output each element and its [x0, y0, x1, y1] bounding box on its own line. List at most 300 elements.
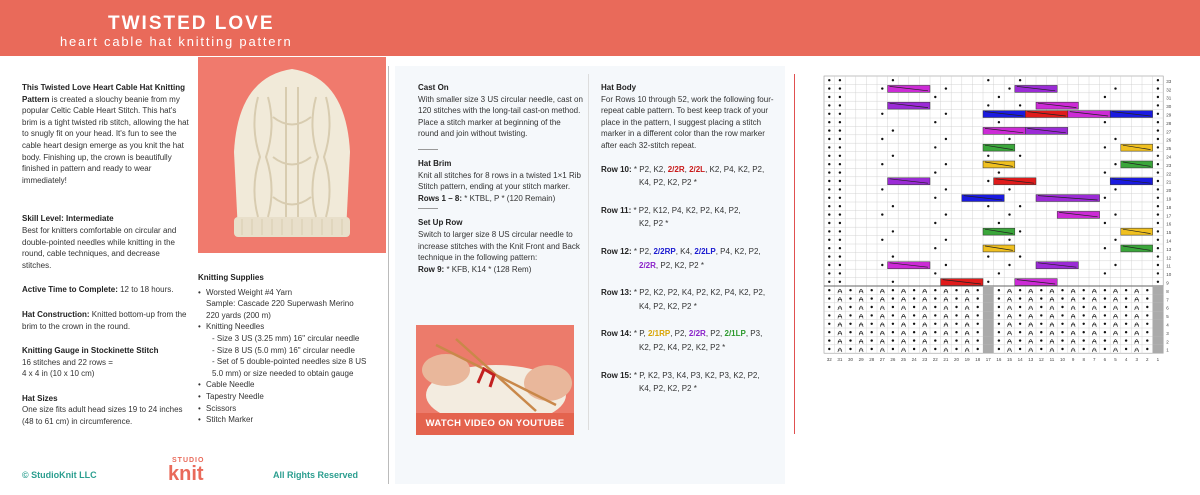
purl-stitch	[945, 113, 947, 115]
copyright-text: © StudioKnit LLC	[22, 470, 97, 480]
purl-stitch	[998, 339, 1000, 341]
purl-stitch	[1040, 348, 1042, 350]
no-stitch	[983, 336, 994, 344]
purl-stitch	[871, 297, 873, 299]
purl-stitch	[1114, 163, 1116, 165]
chart-row-label: 26	[1166, 137, 1172, 143]
chart-row-label: 21	[1166, 179, 1172, 185]
chart-col-label: 29	[858, 357, 864, 363]
purl-stitch	[987, 281, 989, 283]
no-stitch	[983, 294, 994, 302]
video-label: WATCH VIDEO ON YOUTUBE	[416, 413, 574, 435]
purl-stitch	[849, 339, 851, 341]
purl-stitch	[828, 171, 830, 173]
purl-stitch	[913, 314, 915, 316]
purl-stitch	[987, 155, 989, 157]
purl-stitch	[977, 339, 979, 341]
purl-stitch	[1157, 138, 1159, 140]
no-stitch	[1153, 328, 1164, 336]
purl-stitch	[839, 230, 841, 232]
no-stitch	[983, 286, 994, 294]
purl-stitch	[828, 113, 830, 115]
chart-row-label: 22	[1166, 171, 1172, 177]
purl-stitch	[998, 222, 1000, 224]
row-11: Row 11: * P2, K12, P4, K2, P2, K4, P2, K2, P2 *	[601, 205, 741, 229]
chart-col-label: 20	[953, 357, 960, 363]
purl-stitch	[892, 155, 894, 157]
no-stitch	[1153, 336, 1164, 344]
purl-stitch	[1061, 339, 1063, 341]
purl-stitch	[839, 171, 841, 173]
chart-col-label: 9	[1071, 357, 1075, 363]
purl-stitch	[987, 104, 989, 106]
chart-col-label: 21	[943, 357, 949, 363]
no-stitch	[983, 320, 994, 328]
purl-stitch	[839, 255, 841, 257]
purl-stitch	[1157, 247, 1159, 249]
chart-col-label: 6	[1103, 357, 1107, 363]
purl-stitch	[1157, 239, 1159, 241]
purl-stitch	[945, 264, 947, 266]
purl-stitch	[1104, 272, 1106, 274]
purl-stitch	[1040, 323, 1042, 325]
row-10: Row 10: * P2, K2, 2/2R, 2/2L, K2, P4, K2, P2, K4, P2, K2, P2 *	[601, 164, 765, 188]
purl-stitch	[998, 121, 1000, 123]
instructions-column	[418, 82, 583, 275]
chart-row-label: 18	[1166, 204, 1172, 210]
chart-row-label: 30	[1166, 104, 1172, 110]
hat-sizes: Hat Sizes One size fits adult head sizes 19 to 24 inches (48 to 61 cm) in circumference.	[22, 393, 183, 427]
purl-stitch	[1125, 331, 1127, 333]
purl-stitch	[998, 289, 1000, 291]
chart-col-label: 22	[932, 357, 938, 363]
no-stitch	[1153, 303, 1164, 311]
purl-stitch	[828, 289, 830, 291]
purl-stitch	[934, 314, 936, 316]
purl-stitch	[1104, 121, 1106, 123]
purl-stitch	[1114, 264, 1116, 266]
chart-col-label: 28	[869, 357, 875, 363]
chart-row-label: 28	[1166, 120, 1172, 126]
purl-stitch	[955, 289, 957, 291]
chart-col-label: 30	[847, 357, 854, 363]
setup-text: Switch to larger size 8 US circular needle to increase stitches with the Knit Front and Back technique in the following pattern:	[418, 229, 580, 263]
supplies-section	[198, 272, 388, 426]
gauge: Knitting Gauge in Stockinette Stitch 16 stitches and 22 rows = 4 x 4 in (10 x 10 cm)	[22, 346, 159, 379]
purl-stitch	[1146, 331, 1148, 333]
purl-stitch	[828, 323, 830, 325]
purl-stitch	[871, 314, 873, 316]
body-heading: Hat Body	[601, 83, 637, 92]
intro-paragraph: This Twisted Love Heart Cable Hat Knitting Pattern is created a slouchy beanie from my popular Celtic Cable Heart Stitch. This hat's brim is a tight twisted rib stitch, allowing the hat to snugly fit on your head. It's fun to see the cable heart design emerge as you knit the hat body. Finishing up, the crown is beautifully finished in pattern and ready to wear immediately!	[22, 83, 189, 185]
studioknit-logo: STUDIO knit	[168, 457, 205, 486]
purl-stitch	[934, 96, 936, 98]
purl-stitch	[955, 306, 957, 308]
chart-col-label: 18	[975, 357, 981, 363]
no-stitch	[1153, 286, 1164, 294]
intro-column	[22, 82, 190, 437]
hat-body-column	[601, 82, 781, 411]
chart-col-label: 24	[911, 357, 917, 363]
purl-stitch	[1157, 205, 1159, 207]
purl-stitch	[1104, 297, 1106, 299]
purl-stitch	[828, 331, 830, 333]
purl-stitch	[839, 197, 841, 199]
purl-stitch	[892, 255, 894, 257]
purl-stitch	[977, 306, 979, 308]
chart-col-label: 31	[837, 357, 843, 363]
purl-stitch	[828, 146, 830, 148]
purl-stitch	[934, 348, 936, 350]
supply-item: • Knitting Needles	[198, 321, 388, 333]
purl-stitch	[839, 163, 841, 165]
chart-row-label: 14	[1166, 238, 1172, 244]
chart-row-label: 10	[1166, 272, 1172, 278]
purl-stitch	[828, 87, 830, 89]
purl-stitch	[828, 314, 830, 316]
row-14: Row 14: * P, 2/1RP, P2, 2/2R, P2, 2/1LP, P3, K2, P2, K4, P2, K2, P2 *	[601, 329, 763, 352]
purl-stitch	[871, 348, 873, 350]
purl-stitch	[839, 264, 841, 266]
supply-item: • Scissors	[198, 403, 388, 415]
purl-stitch	[1157, 87, 1159, 89]
purl-stitch	[1104, 289, 1106, 291]
purl-stitch	[998, 171, 1000, 173]
purl-stitch	[1061, 323, 1063, 325]
purl-stitch	[881, 113, 883, 115]
purl-stitch	[1019, 104, 1021, 106]
purl-stitch	[839, 129, 841, 131]
purl-stitch	[849, 348, 851, 350]
purl-stitch	[828, 348, 830, 350]
purl-stitch	[892, 281, 894, 283]
purl-stitch	[1114, 239, 1116, 241]
purl-stitch	[1125, 289, 1127, 291]
chart-row-label: 7	[1166, 297, 1169, 303]
purl-stitch	[913, 339, 915, 341]
chart-col-label: 17	[985, 357, 991, 363]
divider	[388, 66, 389, 484]
purl-stitch	[934, 306, 936, 308]
chart-row-label: 32	[1166, 87, 1172, 93]
purl-stitch	[977, 331, 979, 333]
rights-text: All Rights Reserved	[273, 470, 359, 480]
purl-stitch	[1157, 163, 1159, 165]
purl-stitch	[934, 331, 936, 333]
purl-stitch	[1146, 314, 1148, 316]
purl-stitch	[892, 323, 894, 325]
purl-stitch	[1157, 222, 1159, 224]
chart-row-label: 3	[1166, 330, 1169, 336]
purl-stitch	[828, 297, 830, 299]
purl-stitch	[849, 331, 851, 333]
purl-stitch	[1146, 289, 1148, 291]
purl-stitch	[987, 79, 989, 81]
brim-rows: Rows 1 – 8: * KTBL, P * (120 Remain)	[418, 193, 556, 203]
purl-stitch	[892, 348, 894, 350]
purl-stitch	[1146, 297, 1148, 299]
purl-stitch	[1157, 264, 1159, 266]
no-stitch	[1153, 345, 1164, 353]
purl-stitch	[1104, 146, 1106, 148]
purl-stitch	[913, 289, 915, 291]
purl-stitch	[1146, 348, 1148, 350]
purl-stitch	[1125, 297, 1127, 299]
purl-stitch	[1157, 197, 1159, 199]
purl-stitch	[881, 239, 883, 241]
purl-stitch	[849, 297, 851, 299]
purl-stitch	[1104, 339, 1106, 341]
purl-stitch	[913, 297, 915, 299]
purl-stitch	[977, 314, 979, 316]
purl-stitch	[828, 247, 830, 249]
purl-stitch	[955, 348, 957, 350]
purl-stitch	[1083, 297, 1085, 299]
knitting-chart-svg	[810, 72, 1190, 442]
chart-row-label: 24	[1166, 154, 1172, 160]
purl-stitch	[934, 146, 936, 148]
setup-row: Row 9: * KFB, K14 * (128 Rem)	[418, 264, 532, 274]
purl-stitch	[1040, 314, 1042, 316]
purl-stitch	[998, 306, 1000, 308]
purl-stitch	[1114, 188, 1116, 190]
purl-stitch	[871, 289, 873, 291]
purl-stitch	[839, 121, 841, 123]
purl-stitch	[1157, 188, 1159, 190]
supply-item: - Size 8 US (5.0 mm) 16" circular needle	[212, 345, 355, 355]
purl-stitch	[1104, 222, 1106, 224]
purl-stitch	[1019, 306, 1021, 308]
supply-item: - Size 3 US (3.25 mm) 16" circular needle	[212, 333, 360, 343]
separator	[418, 208, 438, 209]
purl-stitch	[934, 197, 936, 199]
purl-stitch	[998, 323, 1000, 325]
purl-stitch	[934, 222, 936, 224]
purl-stitch	[839, 239, 841, 241]
purl-stitch	[955, 314, 957, 316]
purl-stitch	[1019, 339, 1021, 341]
purl-stitch	[977, 323, 979, 325]
purl-stitch	[1104, 197, 1106, 199]
purl-stitch	[977, 348, 979, 350]
purl-stitch	[839, 96, 841, 98]
purl-stitch	[1008, 213, 1010, 215]
chart-row-label: 27	[1166, 129, 1172, 135]
purl-stitch	[828, 255, 830, 257]
chart-row-label: 15	[1166, 230, 1172, 236]
purl-stitch	[1125, 339, 1127, 341]
purl-stitch	[881, 213, 883, 215]
purl-stitch	[839, 155, 841, 157]
no-stitch	[983, 328, 994, 336]
purl-stitch	[849, 306, 851, 308]
purl-stitch	[828, 138, 830, 140]
hat-photo	[198, 57, 386, 253]
chart-col-label: 1	[1156, 357, 1160, 363]
chart-row-label: 23	[1166, 162, 1172, 168]
purl-stitch	[1040, 289, 1042, 291]
chart-col-label: 3	[1135, 357, 1138, 363]
purl-stitch	[1019, 230, 1021, 232]
cast-on-text: With smaller size 3 US circular needle, cast on 120 stitches with the long-tail cast-on method. Place a stitch marker at beginning of the round and join without twisting.	[418, 94, 583, 139]
purl-stitch	[1019, 314, 1021, 316]
purl-stitch	[913, 348, 915, 350]
chart-col-label: 7	[1093, 357, 1096, 363]
youtube-video-link[interactable]	[416, 325, 574, 435]
purl-stitch	[1083, 306, 1085, 308]
purl-stitch	[1019, 255, 1021, 257]
body-text: For Rows 10 through 52, work the following four-repeat cable pattern. To best keep track of your place in the pattern, I suggest placing a stitch marker in a different color than the row marker after each 32-stitch repeat.	[601, 94, 774, 150]
purl-stitch	[1019, 205, 1021, 207]
chart-col-label: 27	[879, 357, 885, 363]
no-stitch	[983, 345, 994, 353]
purl-stitch	[998, 314, 1000, 316]
purl-stitch	[828, 180, 830, 182]
knitting-chart	[810, 72, 1190, 442]
purl-stitch	[839, 104, 841, 106]
chart-row-label: 25	[1166, 146, 1172, 152]
purl-stitch	[1104, 314, 1106, 316]
purl-stitch	[828, 239, 830, 241]
chart-row-label: 9	[1166, 280, 1169, 286]
purl-stitch	[1019, 289, 1021, 291]
purl-stitch	[998, 297, 1000, 299]
purl-stitch	[934, 289, 936, 291]
purl-stitch	[1019, 297, 1021, 299]
active-time: Active Time to Complete: 12 to 18 hours.	[22, 285, 174, 295]
purl-stitch	[1157, 129, 1159, 131]
purl-stitch	[839, 146, 841, 148]
purl-stitch	[1104, 306, 1106, 308]
purl-stitch	[892, 79, 894, 81]
row-13: Row 13: * P2, K2, P2, K4, P2, K2, P4, K2, P2, K4, P2, K2, P2 *	[601, 288, 766, 311]
purl-stitch	[1125, 306, 1127, 308]
no-stitch	[1153, 320, 1164, 328]
purl-stitch	[1083, 339, 1085, 341]
purl-stitch	[1157, 155, 1159, 157]
purl-stitch	[871, 306, 873, 308]
purl-stitch	[1157, 180, 1159, 182]
purl-stitch	[881, 188, 883, 190]
purl-stitch	[828, 264, 830, 266]
supply-item: 220 yards (200 m)	[206, 310, 271, 320]
purl-stitch	[839, 213, 841, 215]
purl-stitch	[945, 213, 947, 215]
purl-stitch	[1061, 306, 1063, 308]
purl-stitch	[839, 79, 841, 81]
purl-stitch	[1104, 96, 1106, 98]
skill-section: Skill Level: Intermediate Best for knitters comfortable on circular and double-pointed needles while knitting in the round, cable techniques, and decrease stitches.	[22, 214, 177, 270]
purl-stitch	[828, 205, 830, 207]
purl-stitch	[871, 323, 873, 325]
purl-stitch	[1104, 323, 1106, 325]
purl-stitch	[1157, 104, 1159, 106]
chart-row-label: 31	[1166, 95, 1172, 101]
purl-stitch	[945, 138, 947, 140]
divider	[588, 74, 589, 430]
page-title: TWISTED LOVE	[108, 13, 275, 34]
purl-stitch	[1061, 331, 1063, 333]
video-thumbnail	[416, 325, 574, 413]
supply-item: - Set of 5 double-pointed needles size 8 US	[212, 357, 367, 367]
purl-stitch	[1104, 247, 1106, 249]
purl-stitch	[1114, 87, 1116, 89]
purl-stitch	[892, 339, 894, 341]
purl-stitch	[1019, 331, 1021, 333]
purl-stitch	[892, 306, 894, 308]
purl-stitch	[1125, 348, 1127, 350]
chart-row-label: 1	[1166, 347, 1169, 353]
purl-stitch	[945, 163, 947, 165]
construction: Hat Construction: Knitted bottom-up from the brim to the crown in the round.	[22, 309, 187, 331]
purl-stitch	[871, 339, 873, 341]
chart-col-label: 14	[1017, 357, 1023, 363]
purl-stitch	[987, 255, 989, 257]
purl-stitch	[1157, 171, 1159, 173]
purl-stitch	[828, 188, 830, 190]
purl-stitch	[839, 180, 841, 182]
purl-stitch	[1040, 331, 1042, 333]
purl-stitch	[839, 247, 841, 249]
purl-stitch	[881, 163, 883, 165]
purl-stitch	[892, 205, 894, 207]
row-12: Row 12: * P2, 2/2RP, K4, 2/2LP, P4, K2, P2, 2/2R, P2, K2, P2 *	[601, 246, 761, 270]
purl-stitch	[1157, 281, 1159, 283]
purl-stitch	[945, 87, 947, 89]
chart-col-label: 25	[900, 357, 907, 363]
purl-stitch	[1104, 348, 1106, 350]
chart-col-label: 16	[996, 357, 1002, 363]
purl-stitch	[1157, 272, 1159, 274]
chart-row-label: 17	[1166, 213, 1172, 219]
purl-stitch	[1157, 113, 1159, 115]
purl-stitch	[955, 297, 957, 299]
no-stitch	[1153, 294, 1164, 302]
chart-col-label: 5	[1114, 357, 1117, 363]
purl-stitch	[892, 289, 894, 291]
purl-stitch	[1008, 239, 1010, 241]
chart-col-label: 13	[1028, 357, 1034, 363]
purl-stitch	[892, 314, 894, 316]
chart-col-label: 15	[1006, 357, 1013, 363]
purl-stitch	[1083, 323, 1085, 325]
purl-stitch	[934, 339, 936, 341]
divider	[794, 74, 795, 434]
purl-stitch	[828, 197, 830, 199]
purl-stitch	[1083, 331, 1085, 333]
purl-stitch	[1157, 230, 1159, 232]
supplies-heading: Knitting Supplies	[198, 273, 264, 282]
purl-stitch	[1083, 289, 1085, 291]
purl-stitch	[1157, 121, 1159, 123]
purl-stitch	[849, 323, 851, 325]
purl-stitch	[1019, 348, 1021, 350]
purl-stitch	[945, 239, 947, 241]
purl-stitch	[849, 314, 851, 316]
separator	[418, 149, 438, 150]
purl-stitch	[871, 331, 873, 333]
purl-stitch	[881, 87, 883, 89]
purl-stitch	[977, 289, 979, 291]
purl-stitch	[828, 79, 830, 81]
brim-text: Knit all stitches for 8 rows in a twisted 1×1 Rib Stitch pattern, ending at your stitch marker.	[418, 170, 581, 192]
chart-row-label: 29	[1166, 112, 1172, 118]
page-subtitle: heart cable hat knitting pattern	[60, 34, 293, 49]
purl-stitch	[987, 205, 989, 207]
chart-row-label: 13	[1166, 246, 1172, 252]
chart-row-label: 20	[1166, 188, 1172, 194]
purl-stitch	[913, 323, 915, 325]
